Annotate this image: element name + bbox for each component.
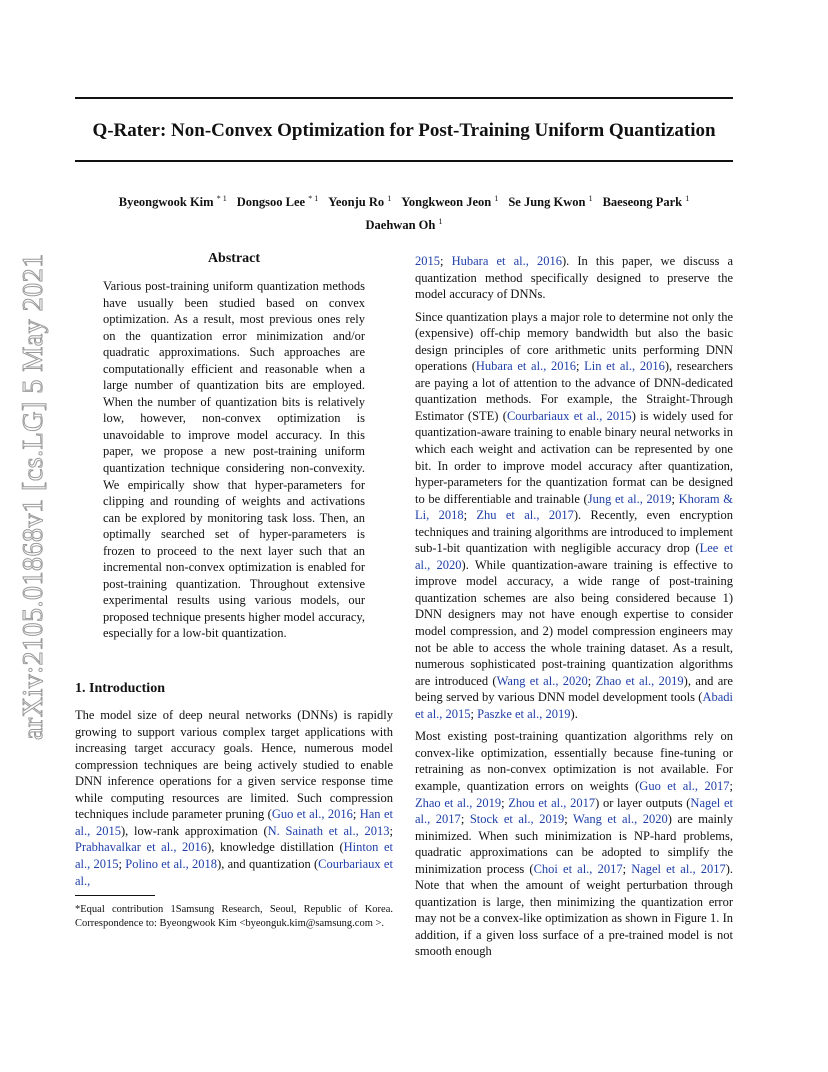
body-text: ; xyxy=(729,778,734,793)
author-name: Se Jung Kwon xyxy=(508,195,586,210)
citation-link[interactable]: Nagel et al., 2017 xyxy=(415,795,733,827)
body-text: ), researchers are paying a lot of attention to the advance of DNN-dedicated quantization methods. For example, the Straight-Through Estimator (STE) ( xyxy=(415,359,733,423)
author-line-2 xyxy=(75,212,733,235)
body-text: ). Note that when the amount of weight perturbation through quantization is large, then minimizing the quantization error may not be a convex-like optimization as shown in Figure 1. In addition, if a given loss surface of a pre-trained model is not smooth enough xyxy=(415,861,734,959)
body-text: ), knowledge distillation ( xyxy=(207,840,344,855)
author xyxy=(366,218,443,232)
footnote-text: *Equal contribution 1Samsung Research, Seoul, Republic of Korea. Correspondence to: Byeongwook Kim <byeonguk.kim@samsung.com >. xyxy=(75,904,393,929)
citation-link[interactable]: Stock et al., 2019 xyxy=(469,812,565,827)
citation-link[interactable]: Khoram & Li, 2018 xyxy=(415,491,733,523)
affiliation-mark: 1 xyxy=(387,194,392,203)
body-text: ; xyxy=(440,254,452,268)
citation-link[interactable]: Abadi et al., 2015 xyxy=(415,690,733,721)
body-text: ; xyxy=(463,508,477,523)
footnote-rule xyxy=(75,895,155,896)
citation-link[interactable]: Prabhavalkar et al., 2016 xyxy=(75,840,208,855)
body-text: ), low-rank approximation ( xyxy=(121,823,268,838)
citation-link[interactable]: N. Sainath et al., 2013 xyxy=(267,823,390,838)
citation-link[interactable]: Nagel et al., 2017 xyxy=(631,861,726,876)
citation-link[interactable]: Jung et al., 2019 xyxy=(587,491,672,506)
body-text: ). xyxy=(570,706,578,721)
intro-paragraph-3 xyxy=(415,309,733,723)
author-name: Yeonju Ro xyxy=(328,195,385,210)
abstract-text: Various post-training uniform quantization methods have usually been studied based on convex optimization. As a result, most previous ones rely on the quantization error minimization and/or quadratic approximations. Such approaches are computationally efficient and reasonable when a large number of quantization bits are employed. When the number of quantization bits is relatively low, however, non-convex optimization is unavoidable to improve model accuracy. In this paper, we propose a new post-training uniform quantization technique considering non-convexity. We empirically show that hyper-parameters for clipping and rounding of weights and activations can be explored by monitoring task loss. Then, an optimally searched set of hyper-parameters is frozen to proceed to the next layer such that an incremental non-convex optimization is enabled for post-training quantization. Throughout extensive experimental results using various models, our proposed technique presents higher model accuracy, especially for a low-bit quantization. xyxy=(103,279,365,641)
left-column xyxy=(75,250,393,889)
body-text: ; xyxy=(460,812,470,827)
body-text: ), and are being served by various DNN model development tools ( xyxy=(415,673,733,705)
citation-link[interactable]: Polino et al., 2018 xyxy=(125,856,218,871)
body-text: ). In this paper, we discuss a quantization method specifically designed to preserve the model accuracy of DNNs. xyxy=(415,254,733,302)
author xyxy=(401,195,498,209)
author xyxy=(237,195,319,209)
author-name: Dongsoo Lee xyxy=(236,195,306,210)
affiliation-mark: 1 xyxy=(588,194,593,203)
intro-paragraph-2 xyxy=(415,253,733,303)
citation-link[interactable]: Hubara et al., 2016 xyxy=(475,359,576,374)
body-text: ). While quantization-aware training is effective to improve model accuracy, a wide range of post-training quantization schemes are also being considered because 1) DNN designers may not have enough expertise to consider model compression, and 2) model compression engineers may not be able to access the whole training dataset. As a result, numerous sophisticated post-training quantization algorithms are introduced ( xyxy=(415,557,733,688)
affiliation-mark: 1 xyxy=(438,217,443,227)
arxiv-id: arXiv:2105.01868v1 [cs.LG] 5 May 2021 xyxy=(18,253,49,740)
body-text: ; xyxy=(352,807,360,822)
body-text: ; xyxy=(671,491,679,506)
citation-link[interactable]: Wang et al., 2020 xyxy=(496,673,588,688)
intro-paragraph-4 xyxy=(415,728,733,960)
author-name: Yongkweon Jeon xyxy=(401,195,492,210)
body-text: ; xyxy=(587,673,596,688)
author-line-1 xyxy=(75,189,733,212)
author-name: Byeongwook Kim xyxy=(118,195,214,210)
citation-link[interactable]: Lin et al., 2016 xyxy=(584,359,665,374)
paper-title: Q-Rater: Non-Convex Optimization for Post-Training Uniform Quantization xyxy=(92,120,716,141)
affiliation-mark: * 1 xyxy=(308,194,319,203)
body-text: ). Recently, even encryption techniques and training algorithms are introduced to implement sub-1-bit quantization with negligible accuracy drop ( xyxy=(415,508,733,556)
citation-link[interactable]: Zhao et al., 2019 xyxy=(415,795,502,810)
introduction-heading: 1. Introduction xyxy=(75,681,165,697)
body-text: ) is widely used for quantization-aware training to enable binary neural networks in which each weight and activation can be represented by one bit. In order to improve model accuracy after quantization, hyper-parameters for the quantization format can be designed to be differentiable and trainable ( xyxy=(415,408,733,506)
citation-link[interactable]: Guo et al., 2017 xyxy=(639,778,730,793)
citation-link[interactable]: 2015 xyxy=(415,254,440,268)
author xyxy=(328,195,391,209)
body-text: Since quantization plays a major role to determine not only the (expensive) off-chip memory bandwidth but also the basic design principles of core arithmetic units performing DNN operations ( xyxy=(415,309,733,374)
citation-link[interactable]: Courbariaux et al., 2015 xyxy=(506,408,632,423)
citation-link[interactable]: Han et al., 2015 xyxy=(75,807,393,838)
title-rule-bottom xyxy=(75,160,733,162)
right-column xyxy=(415,253,733,960)
body-text: ; xyxy=(622,861,632,876)
intro-paragraph-1 xyxy=(75,707,393,889)
author-name: Daehwan Oh xyxy=(365,218,436,233)
citation-link[interactable]: Hubara et al., 2016 xyxy=(451,254,562,268)
body-text: ; xyxy=(389,823,393,838)
body-text: ; xyxy=(470,706,478,721)
affiliation-mark: 1 xyxy=(685,194,690,203)
author xyxy=(508,195,592,209)
body-text: ) are mainly minimized. When such minimization is NP-hard problems, quadratic approximations can be adopted to simplify the minimization process ( xyxy=(415,812,733,876)
citation-link[interactable]: Zhu et al., 2017 xyxy=(476,508,574,523)
citation-link[interactable]: Choi et al., 2017 xyxy=(533,861,623,876)
citation-link[interactable]: Lee et al., 2020 xyxy=(415,541,733,572)
citation-link[interactable]: Courbariaux et al., xyxy=(75,856,393,888)
citation-link[interactable]: Guo et al., 2016 xyxy=(271,807,353,822)
abstract-heading: Abstract xyxy=(207,251,261,266)
body-text: ; xyxy=(576,359,585,374)
citation-link[interactable]: Wang et al., 2020 xyxy=(573,812,668,827)
affiliation-mark: 1 xyxy=(494,194,499,203)
citation-link[interactable]: Zhao et al., 2019 xyxy=(595,673,684,688)
body-text: ; xyxy=(118,856,126,871)
title-rule-top xyxy=(75,97,733,99)
author xyxy=(603,195,690,209)
footnote xyxy=(75,895,393,930)
citation-link[interactable]: Hinton et al., 2015 xyxy=(75,840,394,871)
body-text: ), and quantization ( xyxy=(217,856,319,871)
body-text: ) or layer outputs ( xyxy=(595,795,691,810)
body-text: ; xyxy=(564,812,574,827)
author-name: Baeseong Park xyxy=(602,195,683,210)
body-text: Most existing post-training quantization algorithms rely on convex-like optimization, essentially because fine-tuning or retraining as non-convex optimization is not available. For example, quantization errors on weights ( xyxy=(415,729,733,793)
citation-link[interactable]: Paszke et al., 2019 xyxy=(477,706,571,721)
body-text: The model size of deep neural networks (DNNs) is rapidly growing to support various complex target applications with increasing target accuracy goals. Hence, numerous model compression techniques are being actively studied to enable DNN inference operations for a given service response time while computing resources are limited. Such compression techniques include parameter pruning ( xyxy=(75,708,393,822)
author xyxy=(119,195,227,209)
citation-link[interactable]: Zhou et al., 2017 xyxy=(508,795,596,810)
body-text: ; xyxy=(501,795,509,810)
affiliation-mark: * 1 xyxy=(216,194,227,203)
author-list xyxy=(75,189,733,235)
